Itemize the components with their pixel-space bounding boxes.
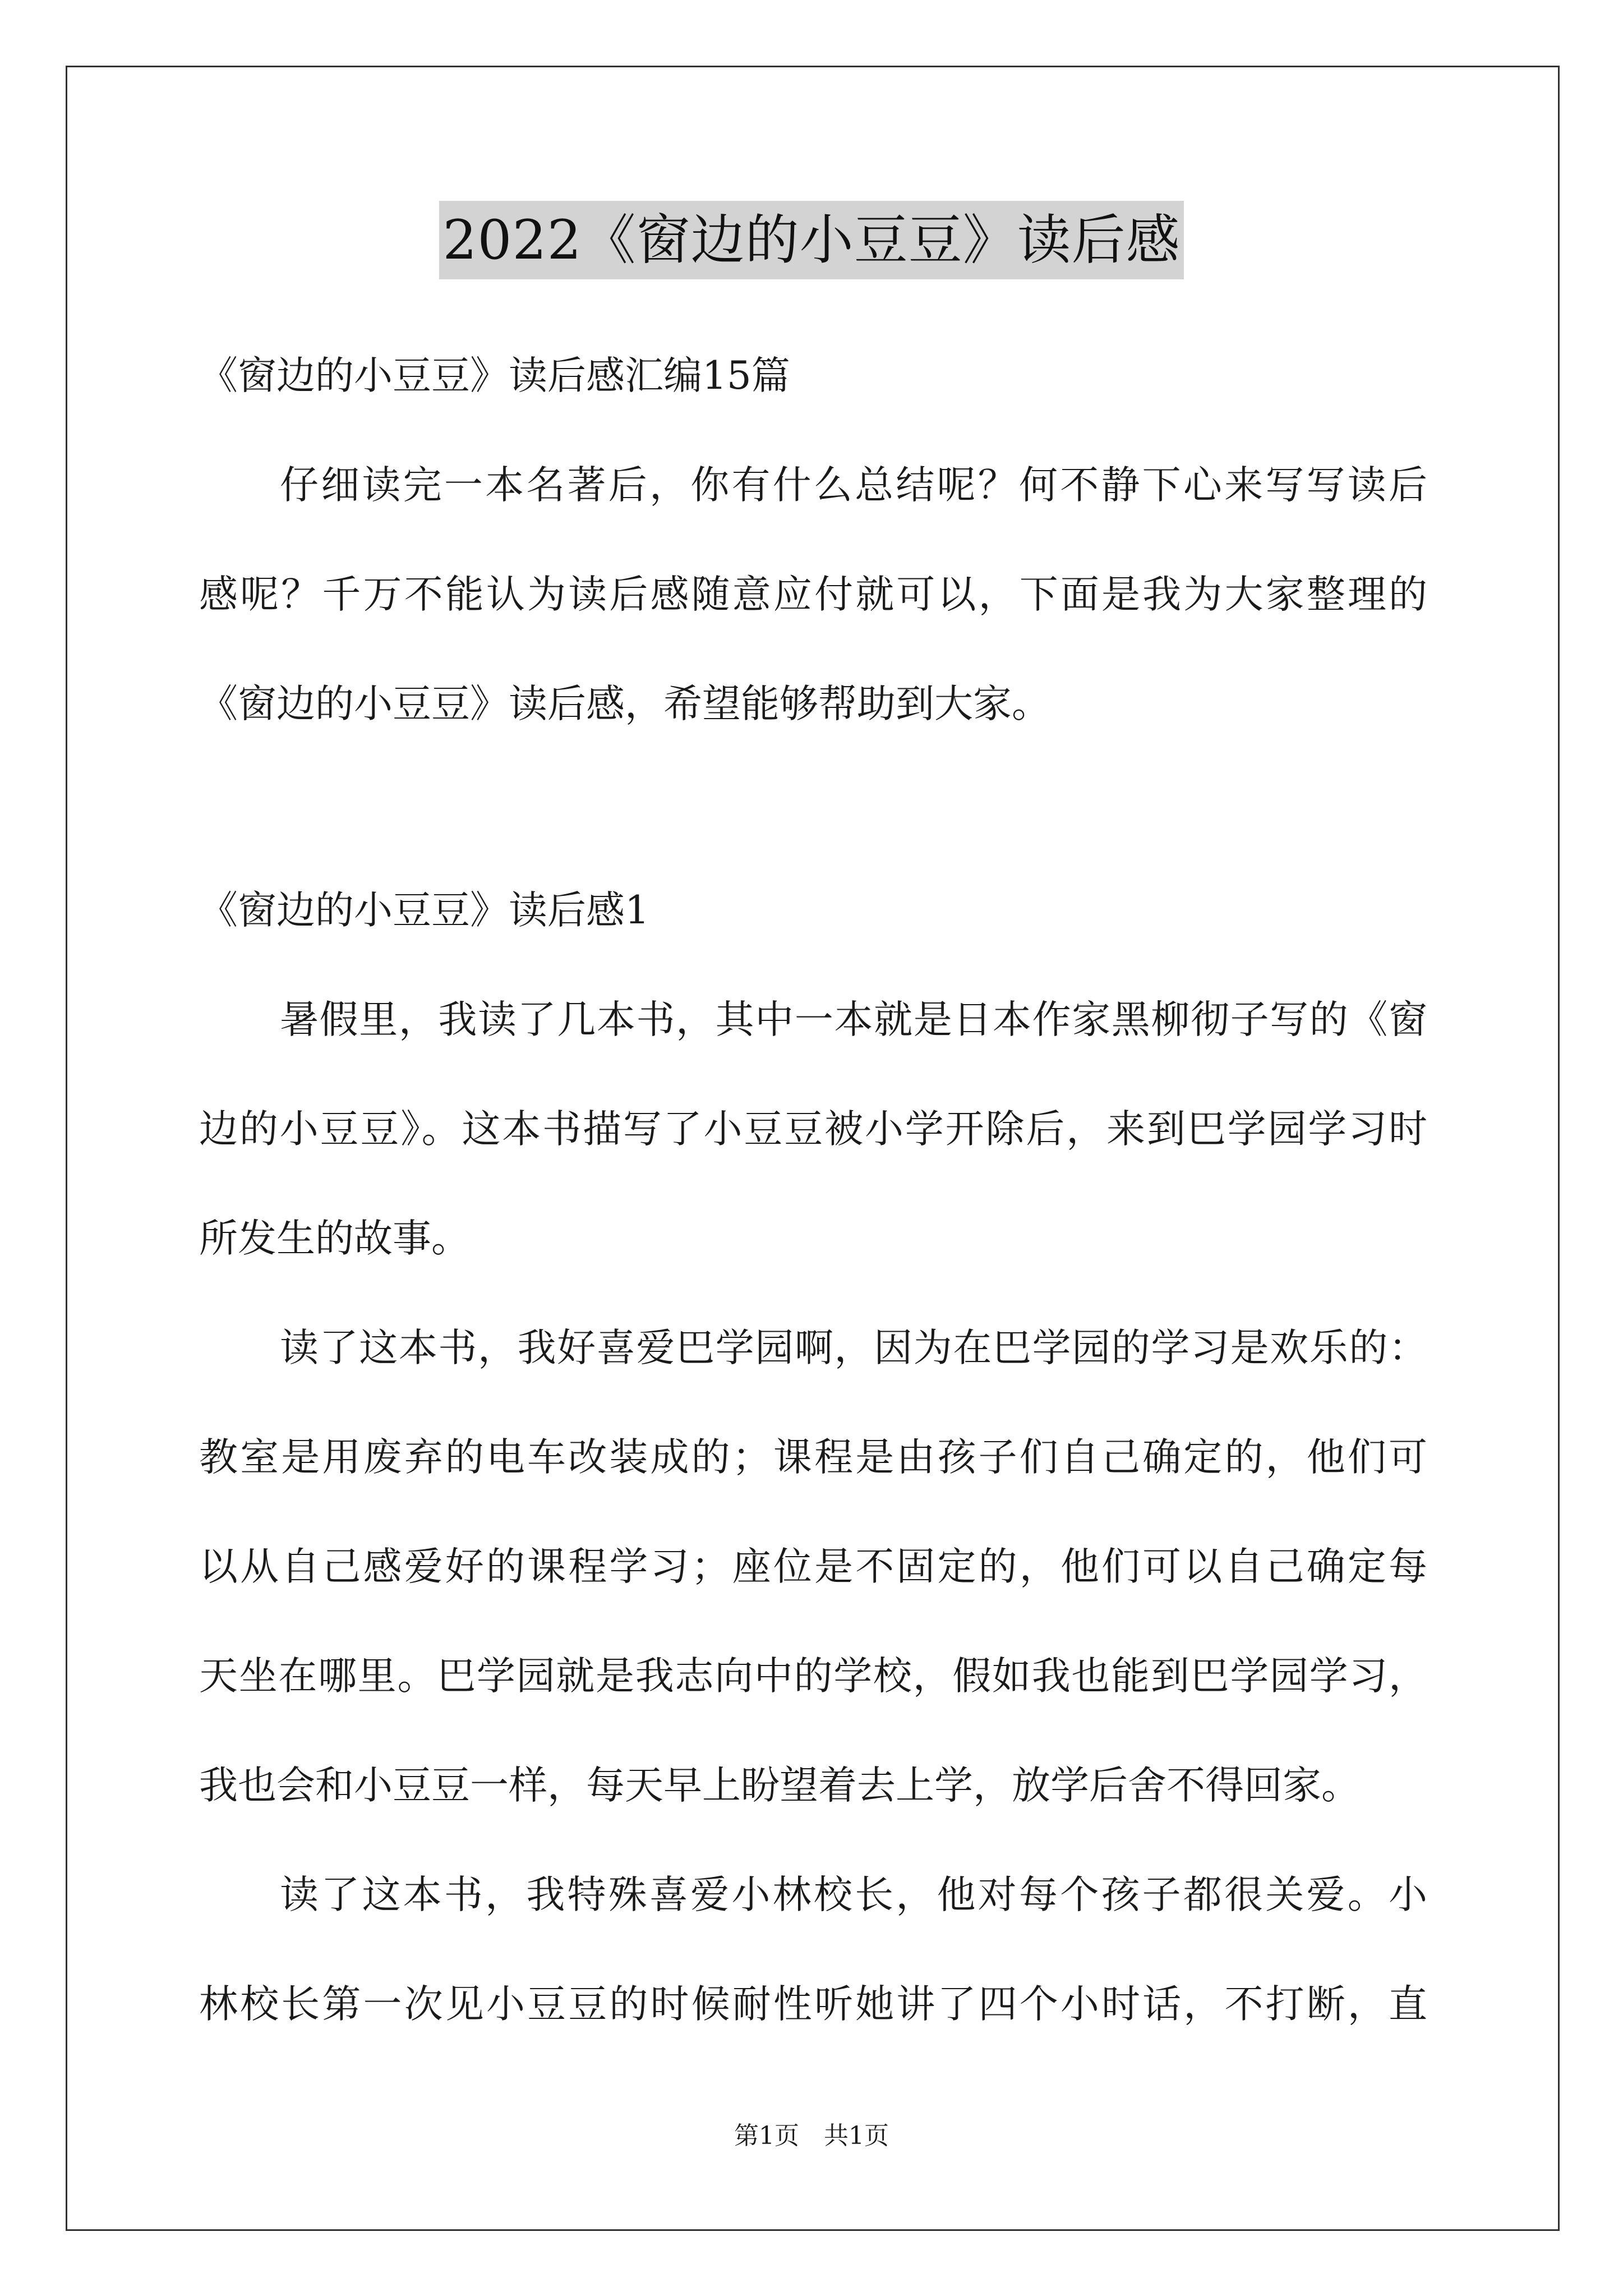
para2-line-3: 以从自己感爱好的课程学习；座位是不固定的，他们可以自己确定每	[199, 1544, 1427, 1589]
para1-line-1: 暑假里，我读了几本书，其中一本就是日本作家黑柳彻子写的《窗	[280, 997, 1427, 1042]
document-title: 2022《窗边的小豆豆》读后感	[439, 201, 1183, 279]
intro-line-3: 《窗边的小豆豆》读后感，希望能够帮助到大家。	[199, 682, 1050, 726]
para2-line-1: 读了这本书，我好喜爱巴学园啊，因为在巴学园的学习是欢乐的：	[280, 1326, 1427, 1370]
para3-line-2: 林校长第一次见小豆豆的时候耐性听她讲了四个小时话，不打断，直	[199, 1982, 1427, 2027]
para1-line-2: 边的小豆豆》。这本书描写了小豆豆被小学开除后，来到巴学园学习时	[199, 1107, 1427, 1152]
para2-line-4: 天坐在哪里。巴学园就是我志向中的学校，假如我也能到巴学园学习，	[199, 1654, 1427, 1699]
intro-line-1: 仔细读完一本名著后，你有什么总结呢？何不静下心来写写读后	[280, 463, 1427, 508]
para2-line-2: 教室是用废弃的电车改装成的；课程是由孩子们自己确定的，他们可	[199, 1435, 1427, 1480]
para2-line-5: 我也会和小豆豆一样，每天早上盼望着去上学，放学后舍不得回家。	[199, 1763, 1360, 1808]
section-heading: 《窗边的小豆豆》读后感1	[199, 888, 649, 933]
page-footer: 第1页 共1页	[734, 2122, 889, 2150]
intro-line-2: 感呢？千万不能认为读后感随意应付就可以，下面是我为大家整理的	[199, 572, 1427, 617]
title-container	[0, 201, 1623, 279]
para3-line-1: 读了这本书，我特殊喜爱小林校长，他对每个孩子都很关爱。小	[280, 1872, 1427, 1917]
para1-line-3: 所发生的故事。	[199, 1216, 470, 1261]
document-subtitle: 《窗边的小豆豆》读后感汇编15篇	[199, 353, 790, 398]
